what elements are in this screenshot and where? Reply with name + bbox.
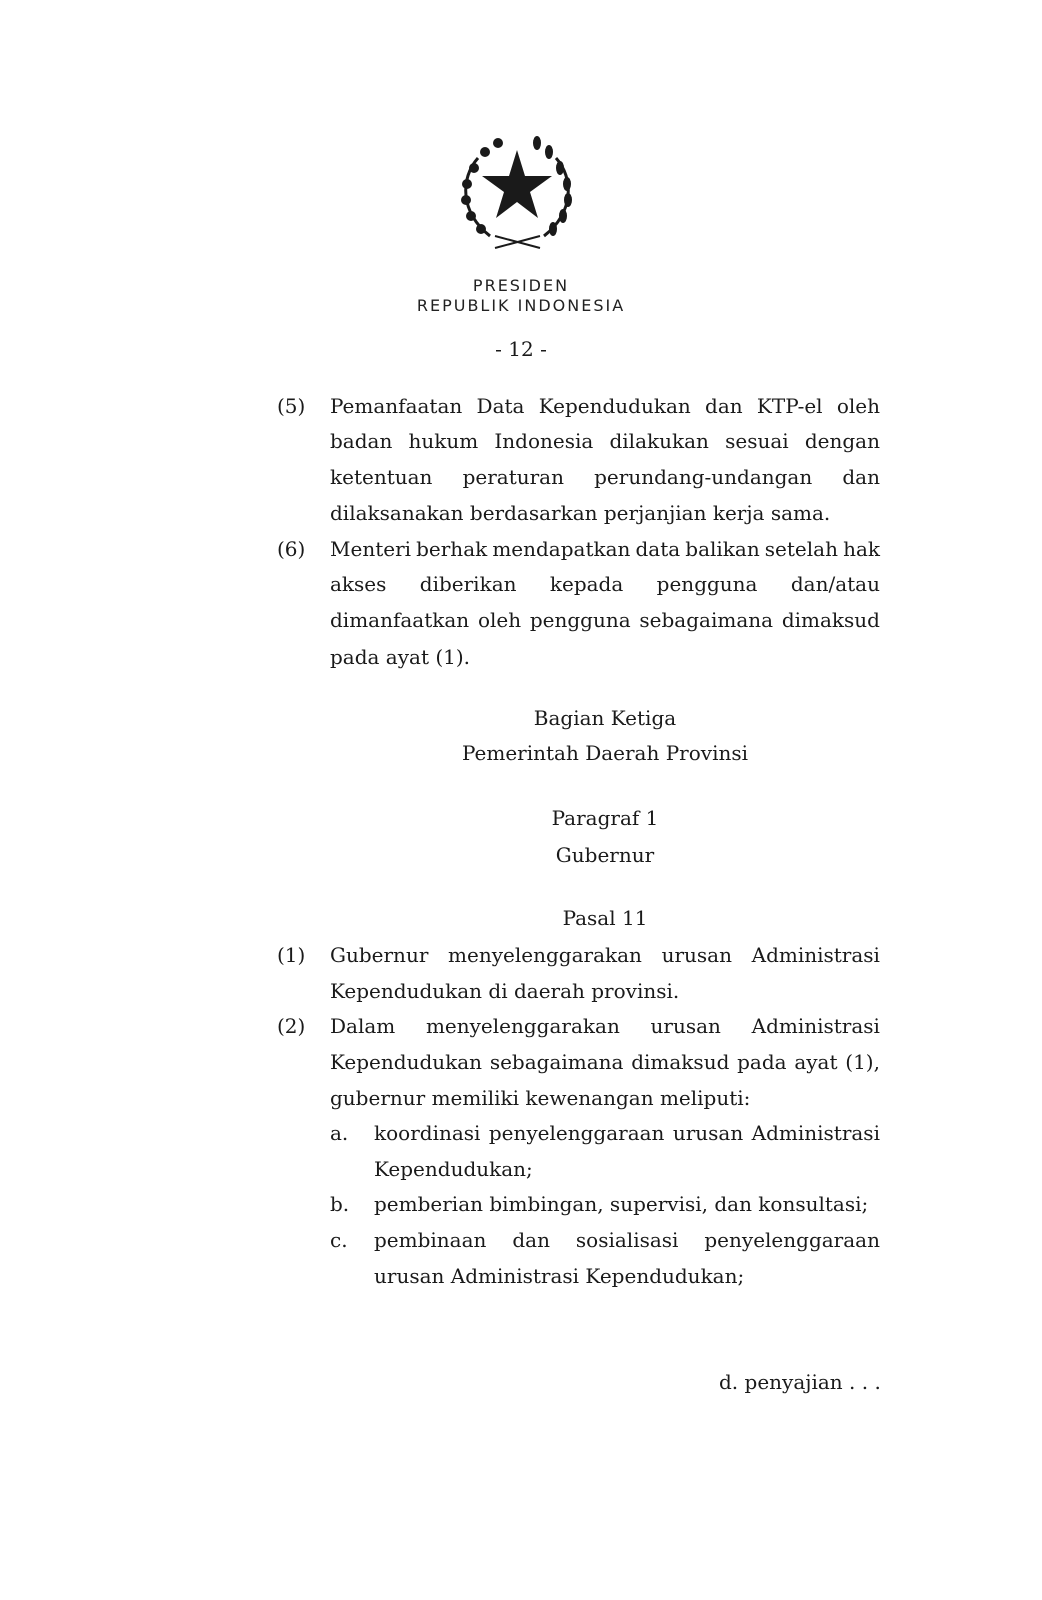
item-c-line-2: urusan Administrasi Kependudukan; — [374, 1264, 745, 1288]
p6-line-1: Menteri berhak mendapatkan data balikan setelah hak — [330, 537, 880, 561]
a2-line-2: Kependudukan sebagaimana dimaksud pada ayat (1), — [330, 1050, 880, 1074]
a2-line-3: gubernur memiliki kewenangan meliputi: — [330, 1086, 751, 1110]
p6-line-4: pada ayat (1). — [330, 645, 471, 669]
item-c-line-1: pembinaan dan sosialisasi penyelenggaraan — [374, 1228, 880, 1252]
paragraf-title: Paragraf 1 — [551, 806, 659, 830]
p5-line-3: ketentuan peraturan perundang-undangan dan — [330, 465, 880, 489]
list-item-label: b. — [330, 1192, 350, 1216]
p6-line-2: akses diberikan kepada pengguna dan/atau — [330, 572, 880, 596]
section-title: Bagian Ketiga — [533, 706, 677, 730]
pasal-title: Pasal 11 — [562, 906, 648, 930]
header-republik-indonesia: REPUBLIK INDONESIA — [416, 296, 626, 315]
paragraph-number: (1) — [277, 943, 306, 967]
section-subtitle: Pemerintah Daerah Provinsi — [461, 741, 749, 765]
header-presiden: PRESIDEN — [472, 276, 570, 295]
page-number: - 12 - — [495, 337, 547, 361]
a1-line-2: Kependudukan di daerah provinsi. — [330, 979, 680, 1003]
a1-line-1: Gubernur menyelenggarakan urusan Administrasi — [330, 943, 880, 967]
paragraph-number: (5) — [277, 394, 306, 418]
paragraf-subtitle: Gubernur — [555, 843, 655, 867]
list-item-label: c. — [330, 1228, 348, 1252]
paragraph-number: (6) — [277, 537, 306, 561]
item-b-line-1: pemberian bimbingan, supervisi, dan konsultasi; — [374, 1192, 869, 1216]
p5-line-1: Pemanfaatan Data Kependudukan dan KTP-el oleh — [330, 394, 880, 418]
item-a-line-1: koordinasi penyelenggaraan urusan Administrasi — [374, 1121, 880, 1145]
a2-line-1: Dalam menyelenggarakan urusan Administrasi — [330, 1014, 880, 1038]
continuation-marker: d. penyajian . . . — [719, 1370, 881, 1394]
presidential-emblem-icon — [450, 128, 585, 253]
p6-line-3: dimanfaatkan oleh pengguna sebagaimana dimaksud — [330, 608, 880, 632]
item-a-line-2: Kependudukan; — [374, 1157, 533, 1181]
p5-line-2: badan hukum Indonesia dilakukan sesuai dengan — [330, 429, 880, 453]
list-item-label: a. — [330, 1121, 349, 1145]
p5-line-4: dilaksanakan berdasarkan perjanjian kerja sama. — [330, 501, 831, 525]
paragraph-number: (2) — [277, 1014, 306, 1038]
